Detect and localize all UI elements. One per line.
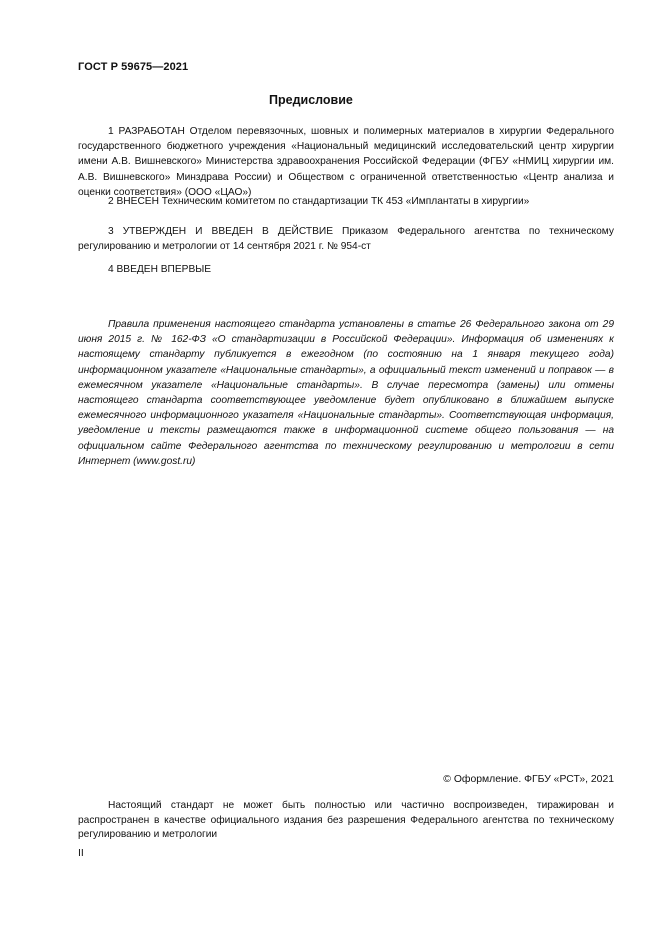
standard-id-header: ГОСТ Р 59675—2021 (78, 61, 189, 73)
foreword-title-wrap (0, 93, 661, 107)
foreword-item-introduced: 2 ВНЕСЕН Техническим комитетом по стандартизации ТК 453 «Имплантаты в хирургии» (108, 196, 530, 207)
application-rules-notice: Правила применения настоящего стандарта установлены в статье 26 Федерального закона от 29 июня 2015 г. № 162-ФЗ «О стандартизации в Российской Федерации». Информация об изменениях к настоящему стандарту публикуется в ежегодном (по состоянию на 1 января текущего года) информационном указателе «Национальные стандарты», а официальный текст изменений и поправок — в ежемесячном указателе «Национальные стандарты». В случае пересмотра (замены) или отмены настоящего стандарта соответствующее уведомление будет опубликовано в ближайшем выпуске ежемесячного информационного указателя «Национальные стандарты». Соответствующая информация, уведомление и тексты размещаются также в информационной системе общего пользования — на официальном сайте Федерального агентства по техническому регулированию и метрологии в сети Интернет (www.gost.ru) (78, 319, 614, 467)
foreword-title: Предисловие (269, 93, 353, 107)
reproduction-notice: Настоящий стандарт не может быть полностью или частично воспроизведен, тиражирован и распространен в качестве официального издания без разрешения Федерального агентства по техническому регулированию и метрологии (78, 800, 614, 840)
foreword-item-developed: 1 РАЗРАБОТАН Отделом перевязочных, шовных и полимерных материалов в хирургии Федерального государственного бюджетного учреждения «Национальный медицинский исследовательский центр хирургии имени А.В. Вишневского» Министерства здравоохранения Российской Федерации (ФГБУ «НМИЦ хирургии им. А.В. Вишневского» Минздрава России) и Обществом с ограниченной ответственностью «Центр анализа и оценки соответствия» (ООО «ЦАО») (78, 126, 614, 198)
foreword-item-approved: 3 УТВЕРЖДЕН И ВВЕДЕН В ДЕЙСТВИЕ Приказом Федерального агентства по техническому регулированию и метрологии от 14 сентября 2021 г. № 954-ст (78, 226, 614, 253)
foreword-item-first-time: 4 ВВЕДЕН ВПЕРВЫЕ (108, 264, 212, 275)
copyright-line: © Оформление. ФГБУ «РСТ», 2021 (443, 774, 614, 785)
page-number: II (78, 847, 84, 859)
